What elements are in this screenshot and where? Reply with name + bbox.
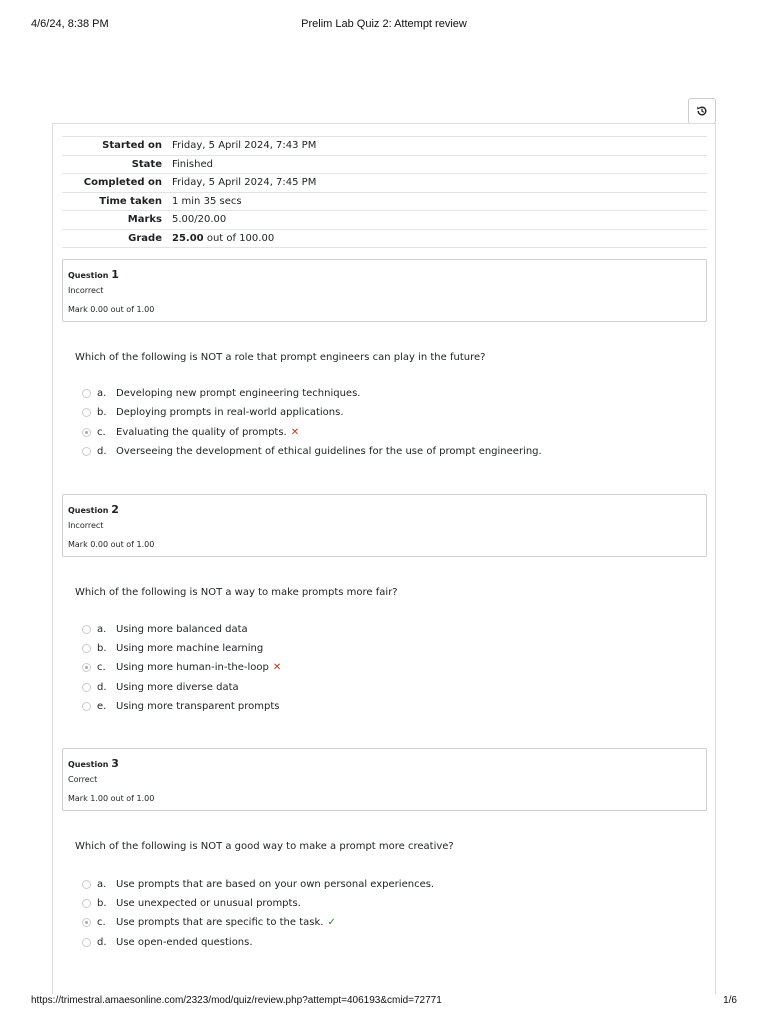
question-info-box <box>62 494 707 557</box>
option-letter: d. <box>97 681 107 693</box>
option-letter: b. <box>97 642 107 654</box>
radio-button-selected[interactable] <box>82 918 91 927</box>
radio-button[interactable] <box>82 389 91 398</box>
option-letter: b. <box>97 406 107 418</box>
question-state: Correct <box>68 775 98 784</box>
summary-value: 5.00/20.00 <box>172 214 227 226</box>
question-number: Question 3 <box>68 757 119 770</box>
question-info-box <box>62 748 707 811</box>
radio-button[interactable] <box>82 702 91 711</box>
question-text: Which of the following is NOT a good way to make a prompt more creative? <box>75 841 454 852</box>
option-letter: b. <box>97 897 107 909</box>
summary-label: Marks <box>127 214 162 226</box>
question-text: Which of the following is NOT a role that prompt engineers can play in the future? <box>75 352 486 363</box>
radio-button[interactable] <box>82 644 91 653</box>
option-text: Use prompts that are based on your own personal experiences. <box>116 878 435 890</box>
print-datetime: 4/6/24, 8:38 PM <box>31 18 109 30</box>
option-text: Use unexpected or unusual prompts. <box>116 897 301 909</box>
option-letter: e. <box>97 700 107 712</box>
summary-row <box>62 155 707 174</box>
question-state: Incorrect <box>68 286 104 295</box>
answer-option[interactable] <box>82 386 360 400</box>
correct-check-icon: ✓ <box>327 916 336 928</box>
print-page-url: https://trimestral.amaesonline.com/2323/mod/quiz/review.php?attempt=406193&cmid=72771 <box>31 995 442 1006</box>
summary-row <box>62 192 707 211</box>
radio-button[interactable] <box>82 899 91 908</box>
option-text: Deploying prompts in real-world applications. <box>116 406 344 418</box>
answer-option[interactable] <box>82 680 239 694</box>
question-text: Which of the following is NOT a way to make prompts more fair? <box>75 587 398 598</box>
summary-label: Completed on <box>83 177 162 189</box>
radio-button[interactable] <box>82 447 91 456</box>
incorrect-icon: ✕ <box>290 426 300 438</box>
print-page-title: Prelim Lab Quiz 2: Attempt review <box>301 18 467 30</box>
answer-option[interactable] <box>82 622 248 636</box>
option-letter: c. <box>97 426 106 438</box>
question-number: Question 1 <box>68 268 119 281</box>
quiz-review-region <box>52 123 716 994</box>
answer-option[interactable] <box>82 405 344 419</box>
question-mark: Mark 0.00 out of 1.00 <box>68 540 155 549</box>
radio-button[interactable] <box>82 408 91 417</box>
radio-button-selected[interactable] <box>82 663 91 672</box>
answer-option[interactable] <box>82 877 434 891</box>
radio-button[interactable] <box>82 938 91 947</box>
option-letter: c. <box>97 661 106 673</box>
option-text: Evaluating the quality of prompts. <box>116 426 287 438</box>
summary-row <box>62 137 707 156</box>
question-mark: Mark 0.00 out of 1.00 <box>68 305 155 314</box>
summary-value: 1 min 35 secs <box>172 195 242 207</box>
radio-button[interactable] <box>82 880 91 889</box>
question-mark: Mark 1.00 out of 1.00 <box>68 794 155 803</box>
option-letter: d. <box>97 936 107 948</box>
option-letter: c. <box>97 916 106 928</box>
summary-value: Friday, 5 April 2024, 7:43 PM <box>172 140 317 152</box>
restart-icon <box>696 105 708 117</box>
restart-button[interactable] <box>688 98 716 124</box>
answer-option[interactable] <box>82 896 301 910</box>
grade-value: 25.00 <box>172 232 204 244</box>
summary-value: Finished <box>172 158 213 170</box>
answer-option[interactable] <box>82 915 336 929</box>
summary-label: Grade <box>128 232 162 244</box>
radio-button-selected[interactable] <box>82 428 91 437</box>
question-state: Incorrect <box>68 521 104 530</box>
radio-button[interactable] <box>82 625 91 634</box>
summary-label: Time taken <box>99 195 162 207</box>
option-text: Use open-ended questions. <box>116 936 253 948</box>
summary-row <box>62 229 707 248</box>
option-text: Overseeing the development of ethical guidelines for the use of prompt engineering. <box>116 445 542 457</box>
grade-suffix: out of 100.00 <box>203 232 275 244</box>
summary-label: Started on <box>102 140 162 152</box>
incorrect-icon: ✕ <box>272 661 282 673</box>
option-letter: a. <box>97 878 107 890</box>
option-letter: a. <box>97 623 107 635</box>
summary-row <box>62 211 707 230</box>
option-text: Using more balanced data <box>116 623 248 635</box>
summary-row <box>62 174 707 193</box>
option-text: Using more transparent prompts <box>116 700 280 712</box>
option-letter: a. <box>97 387 107 399</box>
answer-option[interactable] <box>82 935 253 949</box>
summary-label: State <box>131 158 162 170</box>
answer-option[interactable] <box>82 660 281 674</box>
summary-value: Friday, 5 April 2024, 7:45 PM <box>172 177 317 189</box>
question-number: Question 2 <box>68 503 119 516</box>
answer-option[interactable] <box>82 641 263 655</box>
summary-value <box>172 229 707 248</box>
option-text: Using more diverse data <box>116 681 239 693</box>
answer-option[interactable] <box>82 425 299 439</box>
option-text: Use prompts that are specific to the task. <box>116 916 324 928</box>
option-text: Using more machine learning <box>116 642 264 654</box>
attempt-summary-table <box>62 136 707 248</box>
option-text: Using more human-in-the-loop <box>116 661 269 673</box>
answer-option[interactable] <box>82 699 280 713</box>
option-text: Developing new prompt engineering techniques. <box>116 387 361 399</box>
question-info-box <box>62 259 707 322</box>
radio-button[interactable] <box>82 683 91 692</box>
print-page-number: 1/6 <box>723 995 737 1006</box>
answer-option[interactable] <box>82 444 542 458</box>
option-letter: d. <box>97 445 107 457</box>
